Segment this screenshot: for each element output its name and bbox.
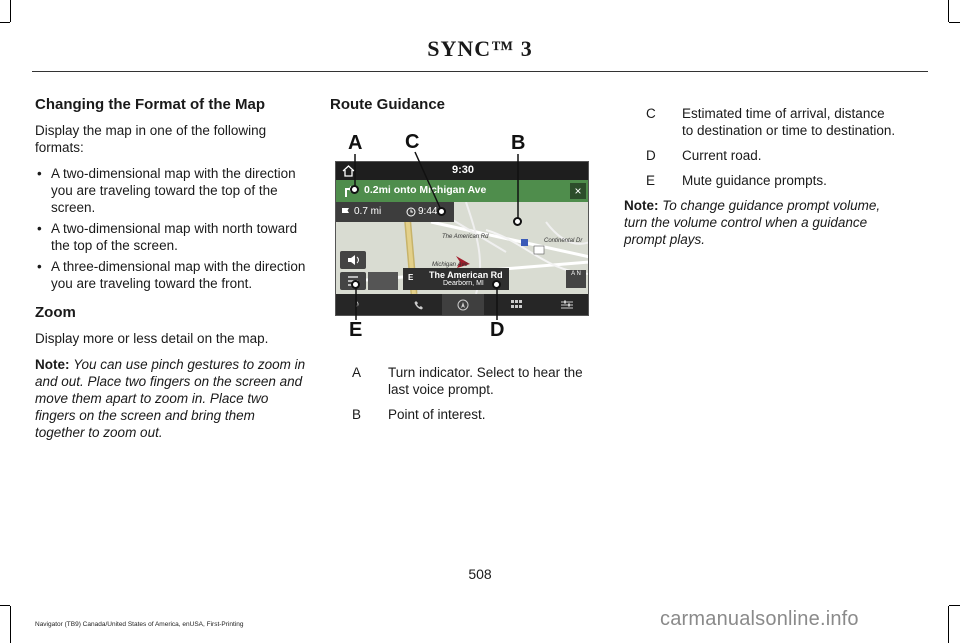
- volume-note: [624, 197, 896, 248]
- turn-instruction: 0.2mi onto Michigan Ave: [364, 184, 487, 196]
- crop-mark: [948, 606, 949, 643]
- callout-a: A: [348, 132, 363, 154]
- page-number: 508: [468, 566, 492, 582]
- legend-row: [330, 406, 592, 423]
- legend-key: A: [352, 365, 362, 380]
- crop-mark: [0, 22, 10, 23]
- direction-e-icon: E: [408, 273, 414, 282]
- legend-key: C: [646, 106, 656, 121]
- note-label: Note:: [35, 357, 70, 372]
- legend-value: Current road.: [682, 148, 762, 163]
- callout-b: B: [511, 132, 526, 154]
- legend-row: [624, 105, 896, 139]
- crop-mark: [10, 0, 11, 22]
- figure-legend-a-b: [330, 364, 592, 431]
- crop-mark: [10, 606, 11, 643]
- list-item: • A two-dimensional map with north toward the top of the screen.: [35, 220, 307, 254]
- footer-info: Navigator (TB9) Canada/United States of America, enUSA, First-Printing: [35, 621, 244, 628]
- legend-value: Point of interest.: [388, 407, 486, 422]
- clock-time: 9:30: [451, 164, 475, 176]
- note-text: You can use pinch gestures to zoom in and out. Place two fingers on the screen and move them apart to zoom in. Place two fingers on the screen and bring them together to zoom out.: [35, 357, 306, 440]
- header-rule: [32, 71, 928, 72]
- callout-marker-d: [492, 280, 501, 289]
- column-middle: [330, 96, 592, 122]
- legend-row: [330, 364, 592, 398]
- legend-value: Estimated time of arrival, distance to destination or time to destination.: [682, 106, 896, 138]
- audio-icon: ♪: [354, 299, 360, 310]
- section-heading-route-guidance: Route Guidance: [330, 96, 446, 113]
- callout-d: D: [490, 319, 505, 341]
- legend-row: [624, 147, 896, 164]
- callout-c: C: [405, 131, 420, 153]
- road-label: Continental Dr: [544, 238, 583, 244]
- zoom-note: [35, 356, 307, 441]
- list-item: • A three-dimensional map with the direction you are traveling toward the front.: [35, 258, 307, 292]
- legend-value: Mute guidance prompts.: [682, 173, 827, 188]
- format-list: [35, 165, 307, 292]
- watermark: carmanualsonline.info: [660, 608, 859, 630]
- crop-mark: [949, 605, 960, 606]
- distance-to-destination: 0.7 mi: [354, 206, 382, 217]
- crop-mark: [948, 0, 949, 22]
- compass-button[interactable]: A N: [566, 270, 586, 288]
- current-road-name: The American Rd: [429, 270, 503, 280]
- crop-mark: [949, 22, 960, 23]
- section-heading-zoom: Zoom: [35, 304, 76, 321]
- estimated-arrival-time: 9:44: [418, 206, 438, 217]
- callout-marker-b: [513, 217, 522, 226]
- callout-leader-lines: [330, 130, 592, 345]
- page-header-title: SYNC™ 3: [427, 36, 533, 61]
- list-item: • A two-dimensional map with the direction you are traveling toward the top of the screen.: [35, 165, 307, 216]
- callout-marker-a: [350, 185, 359, 194]
- column-right: [624, 105, 896, 257]
- intro-text: Display the map in one of the following formats:: [35, 123, 267, 155]
- road-label: The American Rd: [442, 234, 489, 240]
- callout-marker-c: [437, 207, 446, 216]
- current-road-city: Dearborn, MI: [443, 280, 484, 287]
- legend-row: [624, 172, 896, 189]
- crop-mark: [0, 605, 10, 606]
- zoom-text: Display more or less detail on the map.: [35, 331, 269, 346]
- legend-key: D: [646, 148, 656, 163]
- section-heading-map-format: Changing the Format of the Map: [35, 96, 265, 113]
- legend-key: B: [352, 407, 362, 422]
- callout-marker-e: [351, 280, 360, 289]
- note-label: Note:: [624, 198, 659, 213]
- column-left: [35, 96, 307, 450]
- legend-value: Turn indicator. Select to hear the last voice prompt.: [388, 365, 583, 397]
- close-icon[interactable]: ×: [570, 183, 586, 199]
- note-text: To change guidance prompt volume, turn the volume control when a guidance prompt plays.: [624, 198, 881, 247]
- road-label: Michigan Ave: [432, 262, 468, 268]
- legend-key: E: [646, 173, 656, 188]
- callout-e: E: [349, 319, 363, 341]
- route-guidance-figure: [330, 130, 592, 345]
